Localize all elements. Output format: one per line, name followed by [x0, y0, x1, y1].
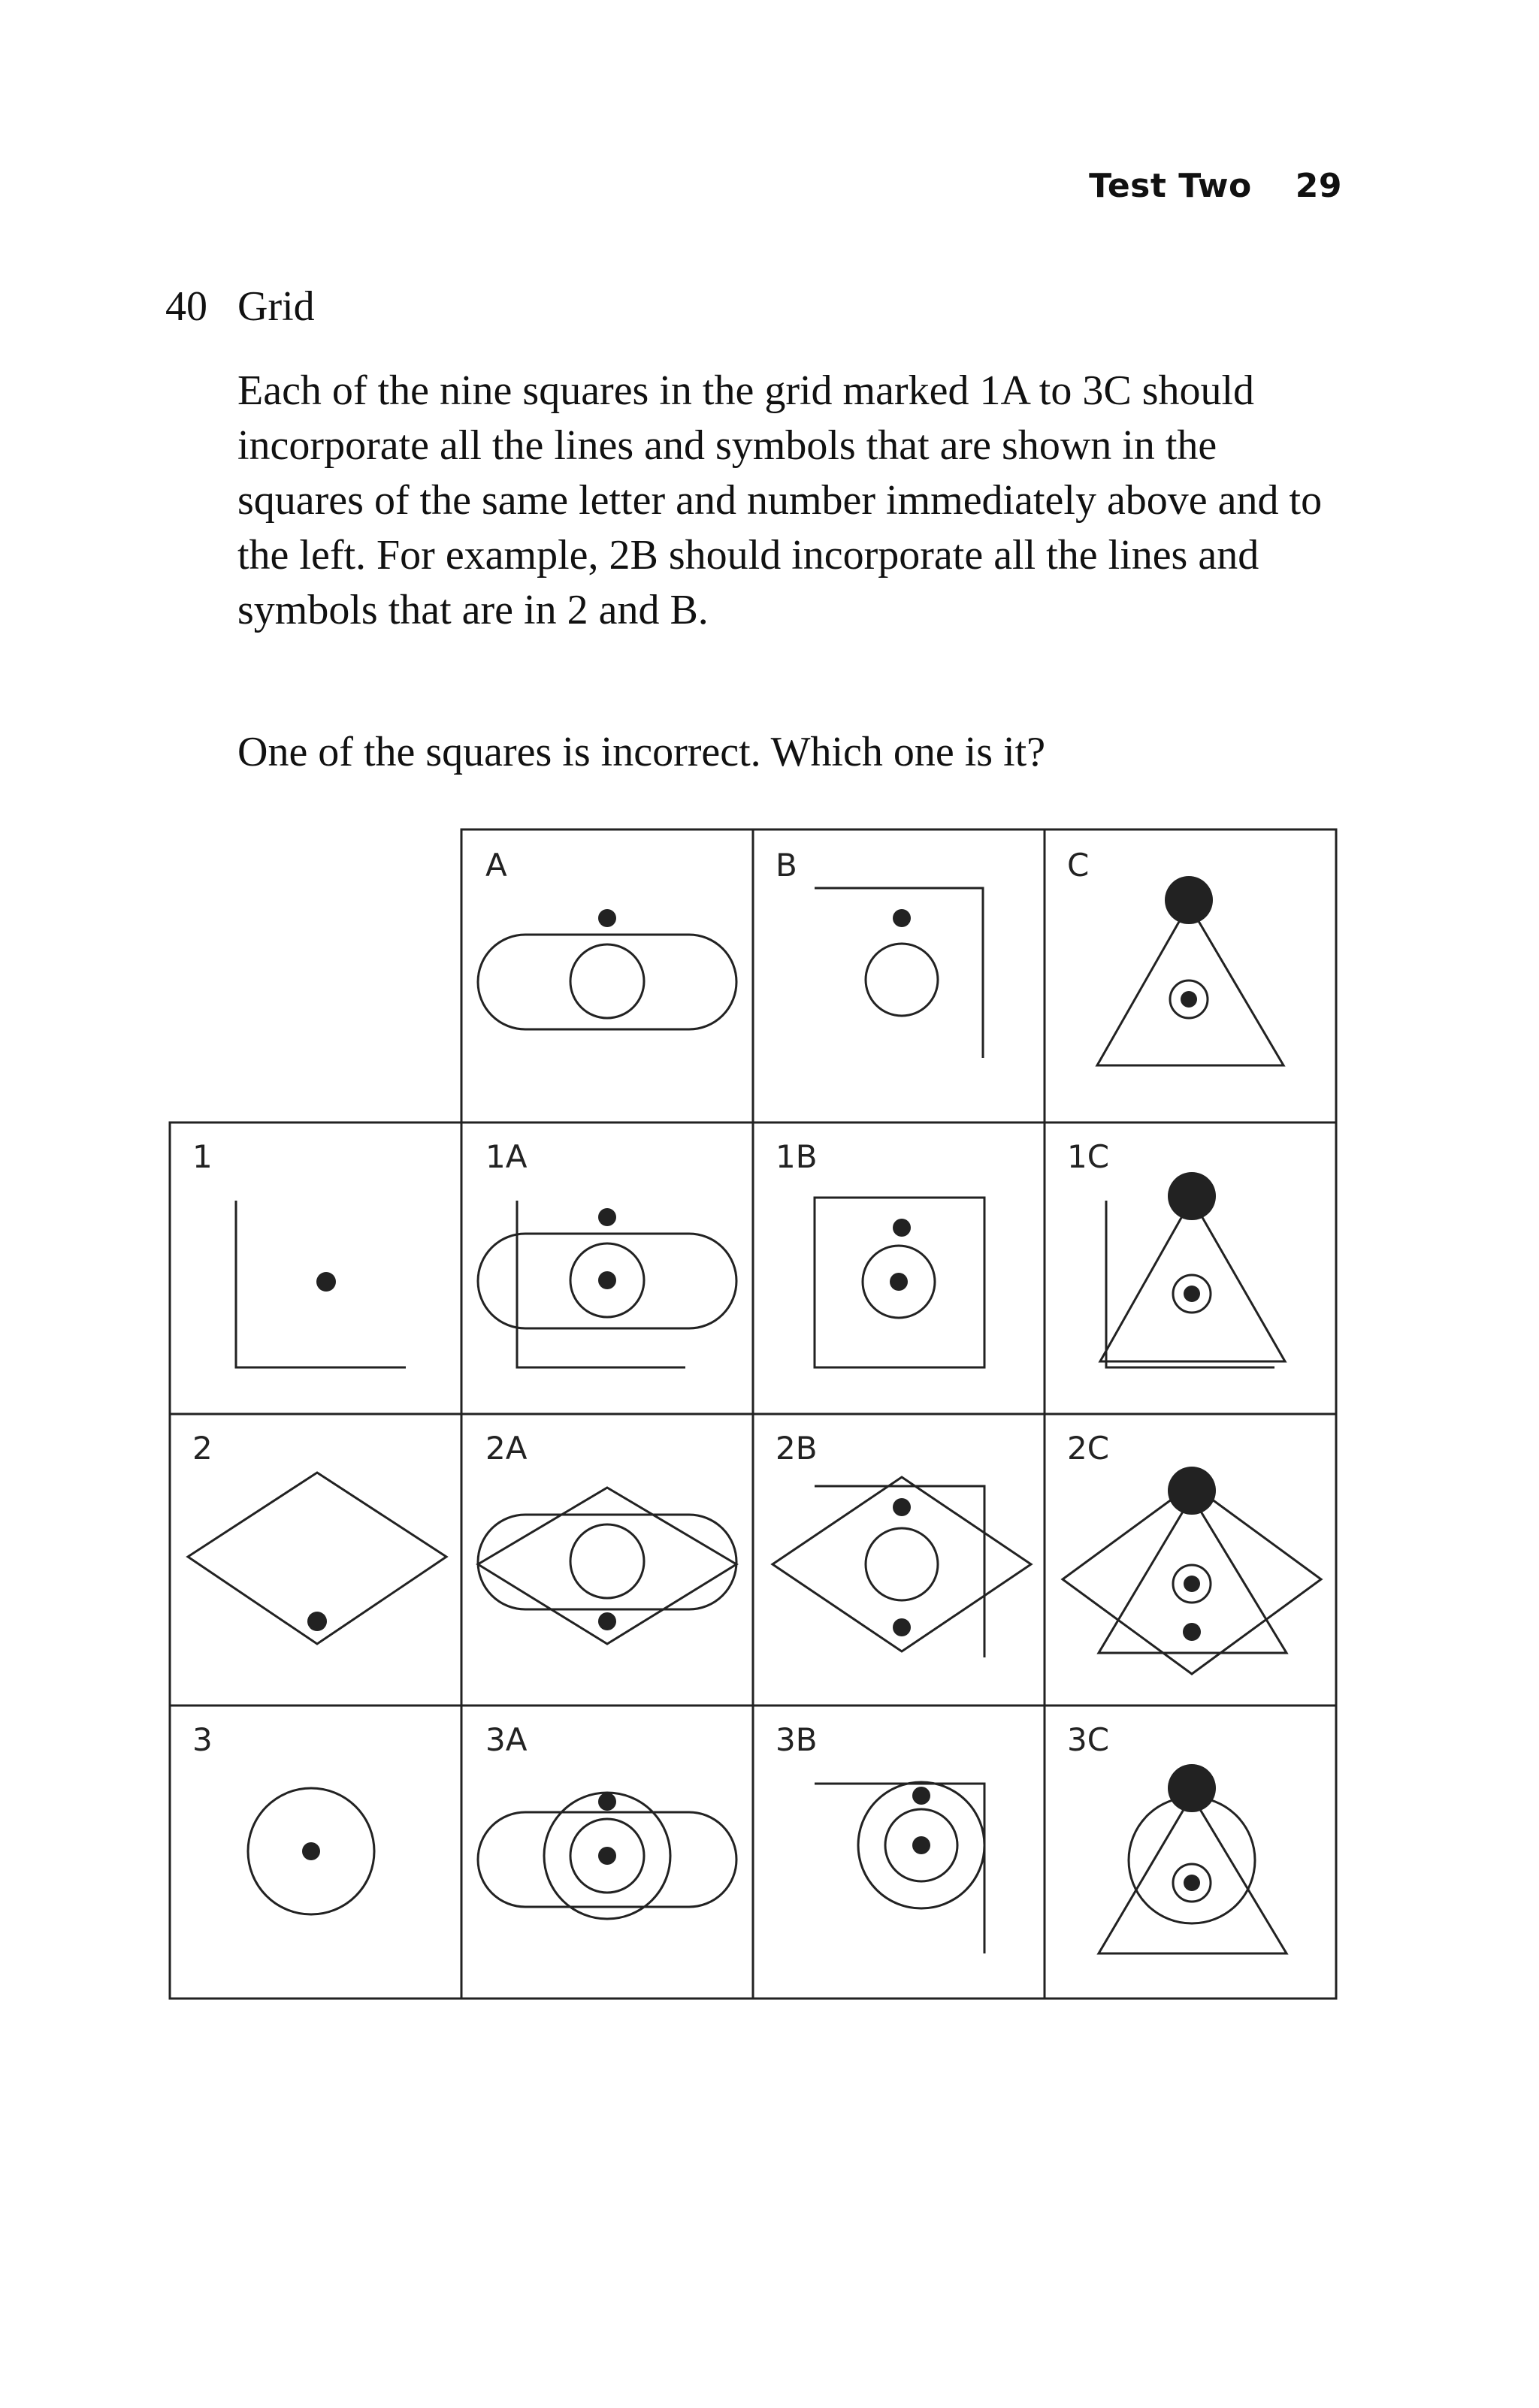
- outer-ring-shape: [1129, 1797, 1255, 1923]
- cell-b-figure: [815, 888, 983, 1058]
- question-number: 40: [165, 283, 207, 330]
- triangle-shape: [1099, 1796, 1287, 1953]
- dot: [1184, 1875, 1200, 1891]
- dot: [912, 1787, 930, 1805]
- dot: [1181, 991, 1197, 1008]
- cell-label-1c: 1C: [1067, 1138, 1110, 1175]
- large-dot: [1168, 1467, 1216, 1515]
- running-title: Test Two: [1089, 167, 1252, 205]
- dot: [1183, 1623, 1201, 1641]
- large-dot: [1168, 1764, 1216, 1812]
- dot: [307, 1612, 327, 1631]
- cell-3c-figure: [1099, 1764, 1287, 1953]
- column-label-c: C: [1067, 847, 1090, 884]
- question-title: Grid: [237, 283, 315, 330]
- corner-bracket: [1106, 1201, 1274, 1367]
- dot: [1184, 1576, 1200, 1592]
- stadium-shape: [478, 935, 736, 1029]
- question-instructions: Each of the nine squares in the grid marked 1A to 3C should incorporate all the lines and symbols that are shown in the squares of the same letter and number immediately above and to the left. For example, 2B should incorporate all the lines and symbols that are in 2 and B.: [237, 367, 1323, 633]
- cell-label-1a: 1A: [485, 1138, 528, 1175]
- cell-c-figure: [1097, 876, 1284, 1065]
- dot: [912, 1836, 930, 1854]
- page-number: 29: [1295, 167, 1342, 205]
- stadium-shape: [478, 1515, 736, 1609]
- ring-shape: [570, 944, 644, 1018]
- dot: [893, 1219, 911, 1237]
- dot: [598, 1847, 616, 1865]
- row-3-figure: [248, 1788, 374, 1914]
- triangle-shape: [1097, 905, 1284, 1065]
- dot: [890, 1273, 908, 1291]
- cell-2c-figure: [1063, 1467, 1321, 1674]
- row-label-2: 2: [192, 1430, 213, 1467]
- cell-1c-figure: [1100, 1172, 1285, 1367]
- cell-1a-figure: [478, 1201, 736, 1367]
- cell-3a-figure: [478, 1793, 736, 1919]
- triangle-shape: [1100, 1199, 1285, 1361]
- row-2-figure: [188, 1473, 446, 1644]
- ring-shape: [570, 1524, 644, 1598]
- dot: [302, 1842, 320, 1860]
- dot: [598, 1793, 616, 1811]
- corner-bracket: [815, 1784, 984, 1953]
- cell-label-2c: 2C: [1067, 1430, 1110, 1467]
- dot: [893, 1618, 911, 1636]
- cell-label-1b: 1B: [776, 1138, 818, 1175]
- large-dot: [1168, 1172, 1216, 1220]
- dot: [598, 1208, 616, 1226]
- cell-label-3b: 3B: [776, 1721, 818, 1758]
- row-1-figure: [236, 1201, 406, 1367]
- large-dot: [1165, 876, 1213, 924]
- cell-label-2b: 2B: [776, 1430, 818, 1467]
- cell-a-figure: [478, 909, 736, 1029]
- dot: [598, 909, 616, 927]
- dot: [893, 1498, 911, 1516]
- column-label-b: B: [776, 847, 797, 884]
- cell-label-3c: 3C: [1067, 1721, 1110, 1758]
- cell-1b-figure: [815, 1198, 984, 1367]
- column-label-a: A: [485, 847, 507, 884]
- cell-2a-figure: [478, 1488, 736, 1644]
- dot: [316, 1272, 336, 1292]
- cell-3b-figure: [815, 1782, 984, 1953]
- ring-shape: [866, 1528, 938, 1600]
- dot: [598, 1612, 616, 1630]
- cell-label-3a: 3A: [485, 1721, 528, 1758]
- dot: [893, 909, 911, 927]
- ring-shape: [866, 944, 938, 1016]
- dot: [598, 1271, 616, 1289]
- row-label-1: 1: [192, 1138, 213, 1175]
- row-label-3: 3: [192, 1721, 213, 1758]
- cell-2b-figure: [773, 1477, 1031, 1657]
- cell-label-2a: 2A: [485, 1430, 528, 1467]
- question-prompt: One of the squares is incorrect. Which one is it?: [237, 729, 1046, 775]
- dot: [1184, 1286, 1200, 1302]
